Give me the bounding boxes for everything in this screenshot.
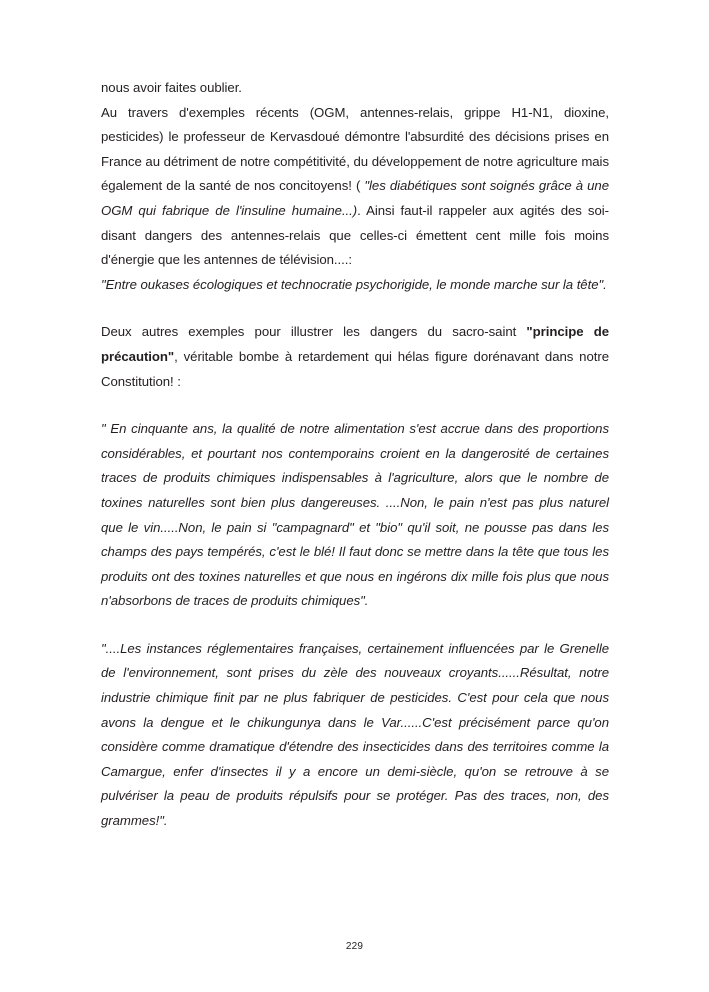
text-run-italic: "....Les instances réglementaires françaises, certainement influencées par le Grenelle de l'environnement, sont prises du zèle des nouveaux croyants......Résultat, notre industrie chimique finit par ne plus fabriquer de pesticides. C'est pour cela que nous avons la dengue et le chikungunya dans le Var......C'est précisément parce qu'on considère comme dramatique d'étendre des insecticides dans des territoires comme la Camargue, enfer d'insectes il y a encore un demi-siècle, qu'on se retrouve à se pulvériser la peau de produits répulsifs pour se protéger. Pas des traces, non, des grammes!". (101, 640, 609, 829)
text-run: nous avoir faites oublier. (101, 80, 242, 95)
text-run: Deux autres exemples pour illustrer les dangers du sacro-saint (101, 324, 527, 340)
body-text-column (101, 76, 609, 834)
paragraph-quote (101, 273, 609, 298)
paragraph-quote (101, 417, 609, 614)
text-run: . Ainsi faut-il rappeler aux agités des soi-disant dangers des antennes-relais que celles-ci émettent cent mille fois moins d'énergie que les antennes de télévision....: (101, 202, 609, 268)
paragraph (101, 320, 609, 394)
page-number: 229 (345, 941, 364, 952)
paragraph (101, 101, 609, 273)
paragraph-quote (101, 637, 609, 834)
text-run: Au travers d'exemples récents (OGM, antennes-relais, grippe H1-N1, dioxine, pesticides) le professeur de Kervasdoué démontre l'absurdité des décisions prises en France au détriment de notre compétitivité, du développement de notre agriculture mais également de la santé de nos concitoyens! ( (101, 104, 609, 194)
text-run: , véritable bombe à retardement qui hélas figure dorénavant dans notre Constitution! : (101, 348, 609, 389)
paragraph (101, 76, 609, 101)
text-run-italic: "les diabétiques sont soignés grâce à une OGM qui fabrique de l'insuline humaine...) (101, 178, 609, 218)
text-run-bold: "principe de précaution" (101, 324, 609, 364)
text-run-italic: "Entre oukases écologiques et technocratie psychorigide, le monde marche sur la tête". (101, 276, 607, 292)
text-run-italic: " En cinquante ans, la qualité de notre alimentation s'est accrue dans des proportions considérables, et pourtant nos contemporains croient en la dangerosité de certaines traces de produits chimiques indispensables à l'agriculture, alors que le nombre de toxines naturelles sont bien plus dangereuses. ....Non, le pain n'est pas plus naturel que le vin.....Non, le pain si "campagnard" et "bio" qu'il soit, ne pousse pas dans les champs des pays tempérés, c'est le blé! Il faut donc se mettre dans la tête que tous les produits ont des toxines naturelles et que nous en ingérons dix mille fois plus que nous n'absorbons de traces de produits chimiques". (101, 421, 609, 609)
